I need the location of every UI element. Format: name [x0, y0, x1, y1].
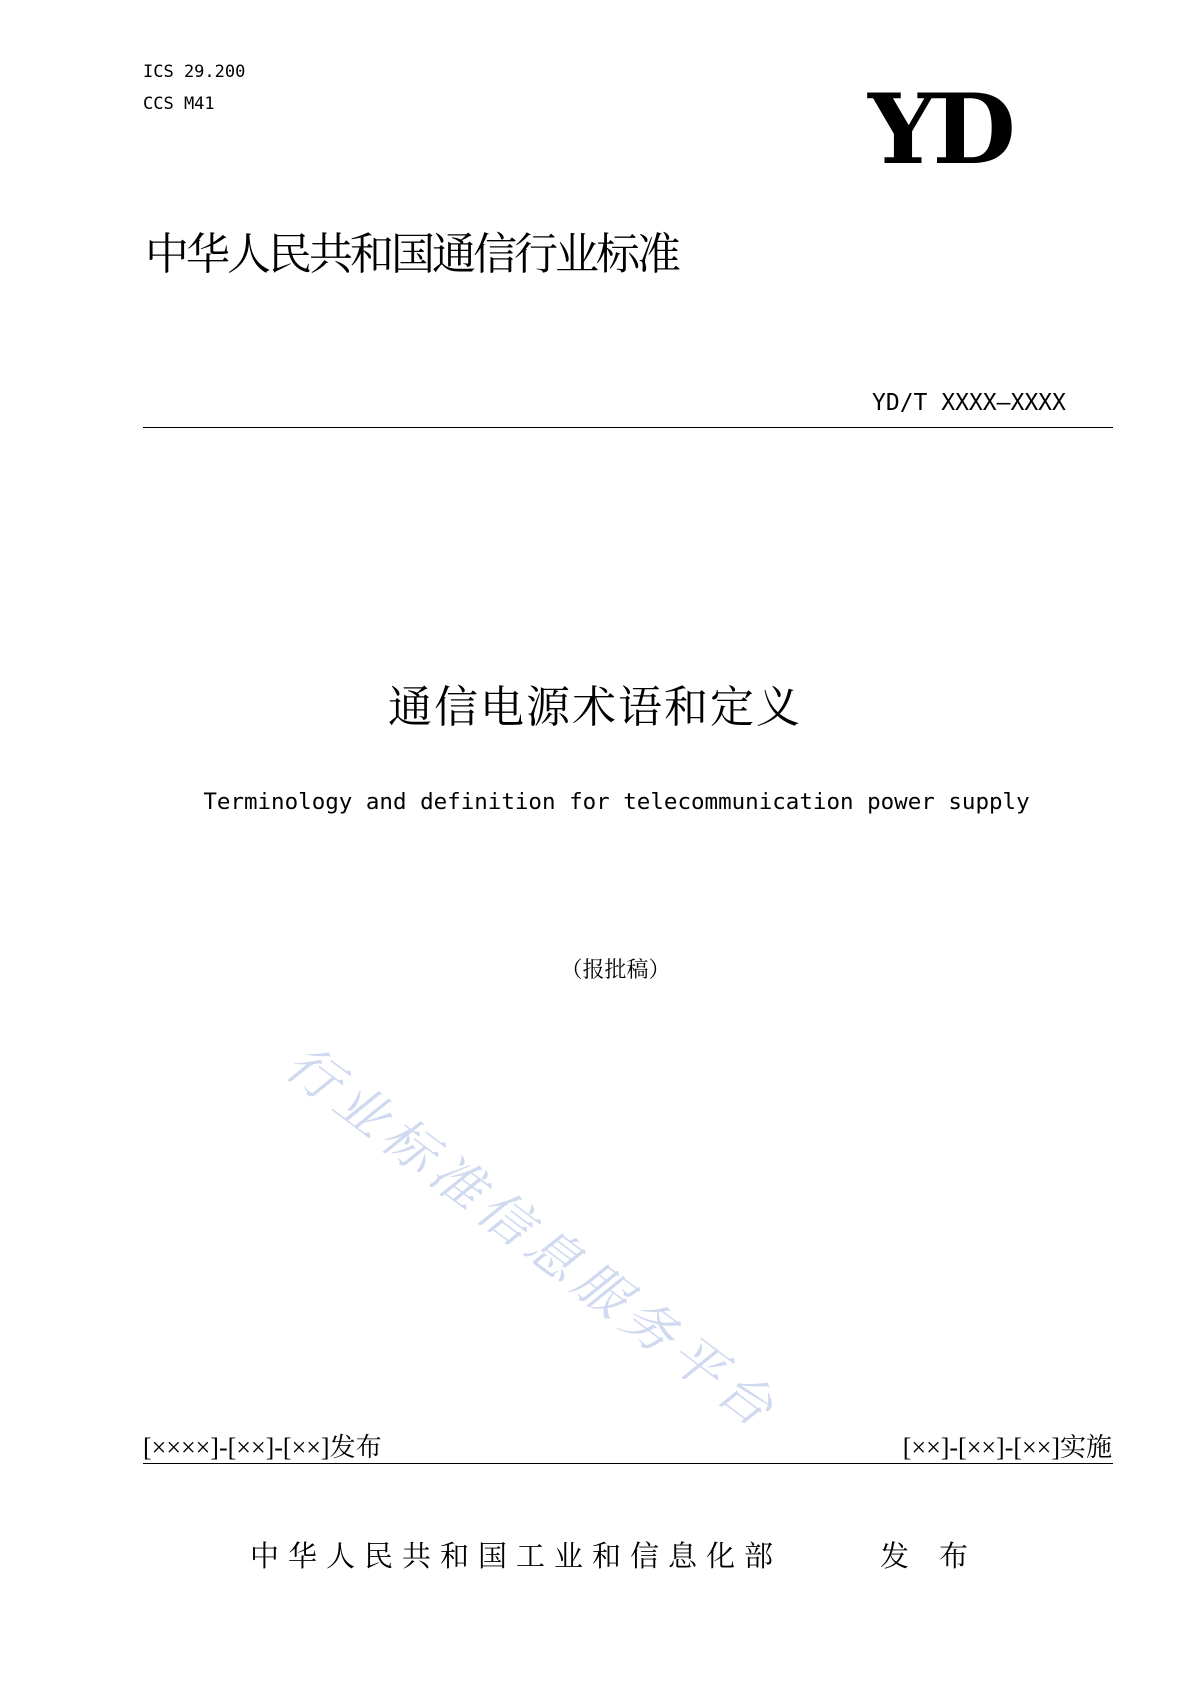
- industry-standard-title: 中华人民共和国通信行业标准: [145, 229, 678, 280]
- document-title-chinese: 通信电源术语和定义: [388, 682, 802, 733]
- publish-label: 发布: [880, 1539, 999, 1573]
- ics-code: ICS 29.200: [143, 62, 246, 82]
- publication-date: [××××]-[××]-[××]发布: [143, 1433, 382, 1462]
- header-divider: [143, 427, 1113, 428]
- ccs-code: CCS M41: [143, 94, 215, 114]
- footer-divider: [143, 1463, 1113, 1464]
- draft-stage-label: （报批稿）: [560, 958, 671, 983]
- standard-number: YD/T XXXX—XXXX: [872, 390, 1066, 416]
- issuing-authority: 中华人民共和国工业和信息化部: [250, 1539, 783, 1573]
- implementation-date: [××]-[××]-[××]实施: [902, 1433, 1112, 1462]
- yd-logo: YD: [868, 73, 1012, 186]
- watermark: 行业标准信息服务平台: [274, 1033, 790, 1443]
- document-title-english: Terminology and definition for telecommunication power supply: [203, 789, 1030, 815]
